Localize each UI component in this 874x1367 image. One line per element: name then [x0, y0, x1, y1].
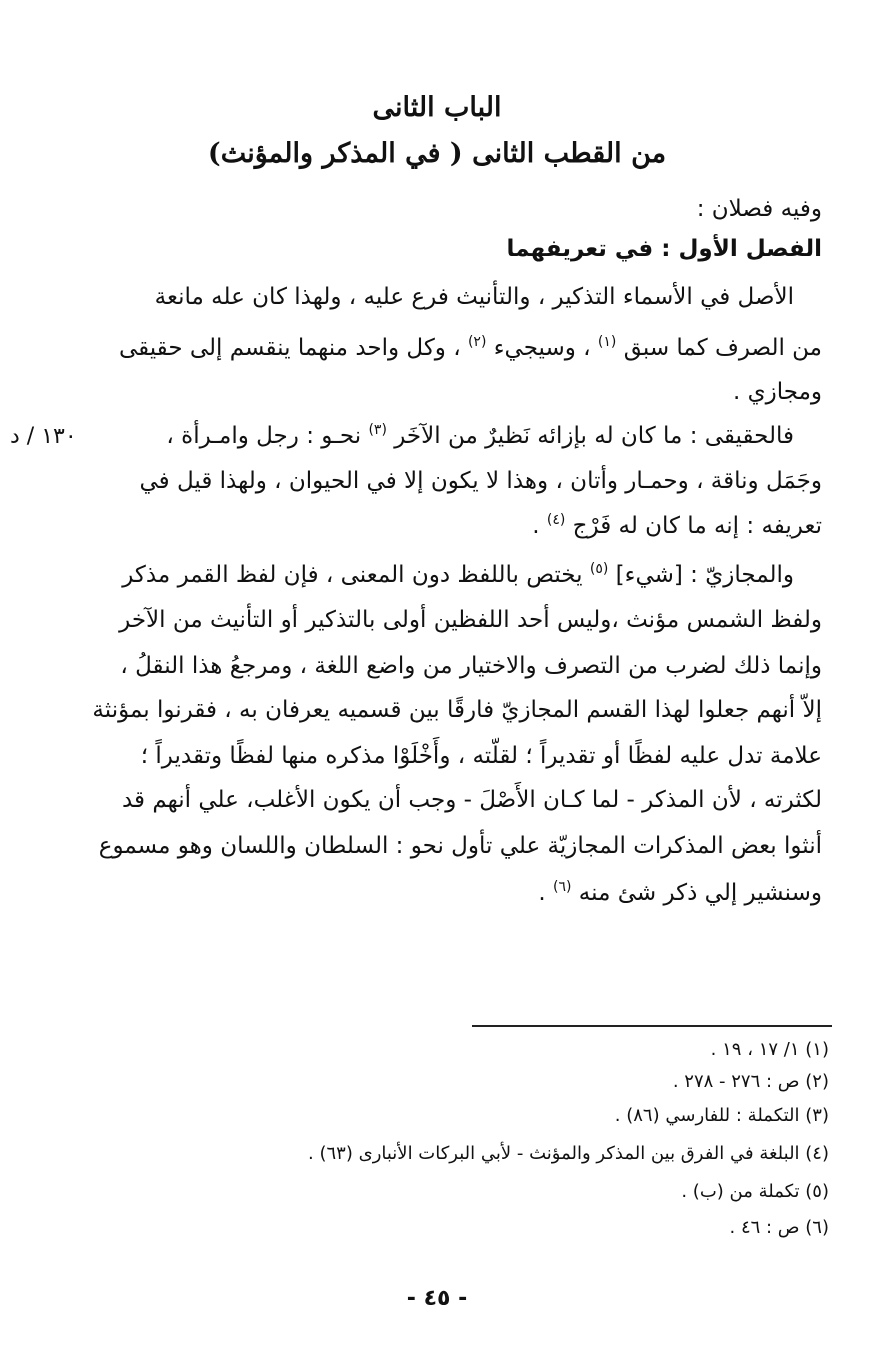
paragraph-1-line-2-part-b: ، وسيجيء	[493, 335, 591, 361]
paragraph-3-line-6: لكثرته ، لأن المذكر - لما كـان الأَصْلَ - وجب أن يكون الأغلب، علي أنهم قد	[121, 787, 822, 813]
paragraph-1-line-3: ومجازي .	[732, 379, 822, 405]
paragraph-3-line-8	[538, 878, 822, 908]
paragraph-3-line-8-part-a: وسنشير إلي ذكر شئ منه	[578, 880, 822, 906]
manuscript-margin-note: ١٣٠ / د	[10, 424, 77, 449]
section-heading: الفصل الأول : في تعريفهما	[506, 236, 822, 262]
paragraph-2-line-2: وجَمَل وناقة ، وحمـار وأتان ، وهذا لا يكون إلا في الحيوان ، ولهذا قيل في	[139, 468, 822, 494]
chapter-title: الباب الثانى	[372, 92, 502, 123]
footnote-separator	[472, 1025, 832, 1027]
footnote-6: (٦) ص : ٤٦ .	[729, 1217, 829, 1238]
footnote-ref-3: (٣)	[368, 422, 387, 438]
paragraph-2-line-3	[532, 511, 822, 541]
paragraph-2-line-3-part-b: .	[532, 513, 540, 539]
footnote-2: (٢) ص : ٢٧٦ - ٢٧٨ .	[672, 1071, 829, 1092]
paragraph-3-line-3: وإنما ذلك لضرب من التصرف والاختيار من واضع اللغة ، ومرجعُ هذا النقلُ ،	[120, 653, 822, 679]
footnote-ref-1: (١)	[597, 334, 617, 350]
paragraph-1-line-2-part-c: ، وكل واحد منهما ينقسم إلى حقيقى	[118, 335, 461, 361]
page-number: - ٤٥ -	[406, 1286, 468, 1311]
chapter-subtitle: من القطب الثانى ( في المذكر والمؤنث)	[207, 138, 667, 169]
footnote-ref-2: (٢)	[467, 334, 487, 350]
paragraph-2-line-1-part-b: نحـو : رجل وامـرأة ،	[166, 423, 362, 449]
footnote-4: (٤) البلغة في الفرق بين المذكر والمؤنث - لأبي البركات الأنبارى (٦٣) .	[308, 1143, 829, 1164]
paragraph-1-line-2	[119, 333, 822, 363]
paragraph-1-line-1: الأصل في الأسماء التذكير ، والتأنيث فرع عليه ، ولهذا كان عله مانعة	[154, 284, 794, 310]
footnote-ref-4: (٤)	[546, 512, 566, 528]
intro-line: وفيه فصلان :	[696, 196, 822, 222]
paragraph-3-line-1	[122, 560, 794, 590]
footnote-ref-5: (٥)	[589, 561, 609, 577]
footnote-ref-6: (٦)	[553, 879, 572, 895]
paragraph-3-line-1-part-a: والمجازيّ : [شيء]	[615, 562, 794, 588]
paragraph-1-line-2-part-a: من الصرف كما سبق	[623, 335, 822, 361]
paragraph-3-line-2: ولفظ الشمس مؤنث ،وليس أحد اللفظين أولى بالتذكير أو التأنيث من الآخر	[119, 607, 822, 633]
paragraph-3-line-1-part-b: يختص باللفظ دون المعنى ، فإن لفظ القمر مذكر	[122, 562, 583, 588]
footnote-3: (٣) التكملة : للفارسي (٨٦) .	[614, 1105, 829, 1126]
paragraph-3-line-8-part-b: .	[538, 880, 546, 906]
paragraph-2-line-1-part-a: فالحقيقى : ما كان له بإزائه نَظيرٌ من الآخَر	[394, 423, 794, 449]
paragraph-2-line-1	[166, 421, 794, 451]
paragraph-2-line-3-part-a: تعريفه : إنه ما كان له فَرْج	[572, 513, 822, 539]
footnote-1: (١) ١/ ١٧ ، ١٩ .	[710, 1039, 829, 1060]
paragraph-3-line-4: إلاّ أنهم جعلوا لهذا القسم المجازيّ فارقًا بين قسميه يعرفان به ، فقرنوا بمؤنثة	[92, 697, 822, 723]
paragraph-3-line-5: علامة تدل عليه لفظًا أو تقديراً ؛ لقلّته ، وأَخْلَوْا مذكره منها لفظًا وتقديراً ؛	[140, 743, 822, 769]
paragraph-3-line-7: أنثوا بعض المذكرات المجازيّة علي تأول نحو : السلطان واللسان وهو مسموع	[98, 833, 822, 859]
footnote-5: (٥) تكملة من (ب) .	[681, 1181, 829, 1202]
